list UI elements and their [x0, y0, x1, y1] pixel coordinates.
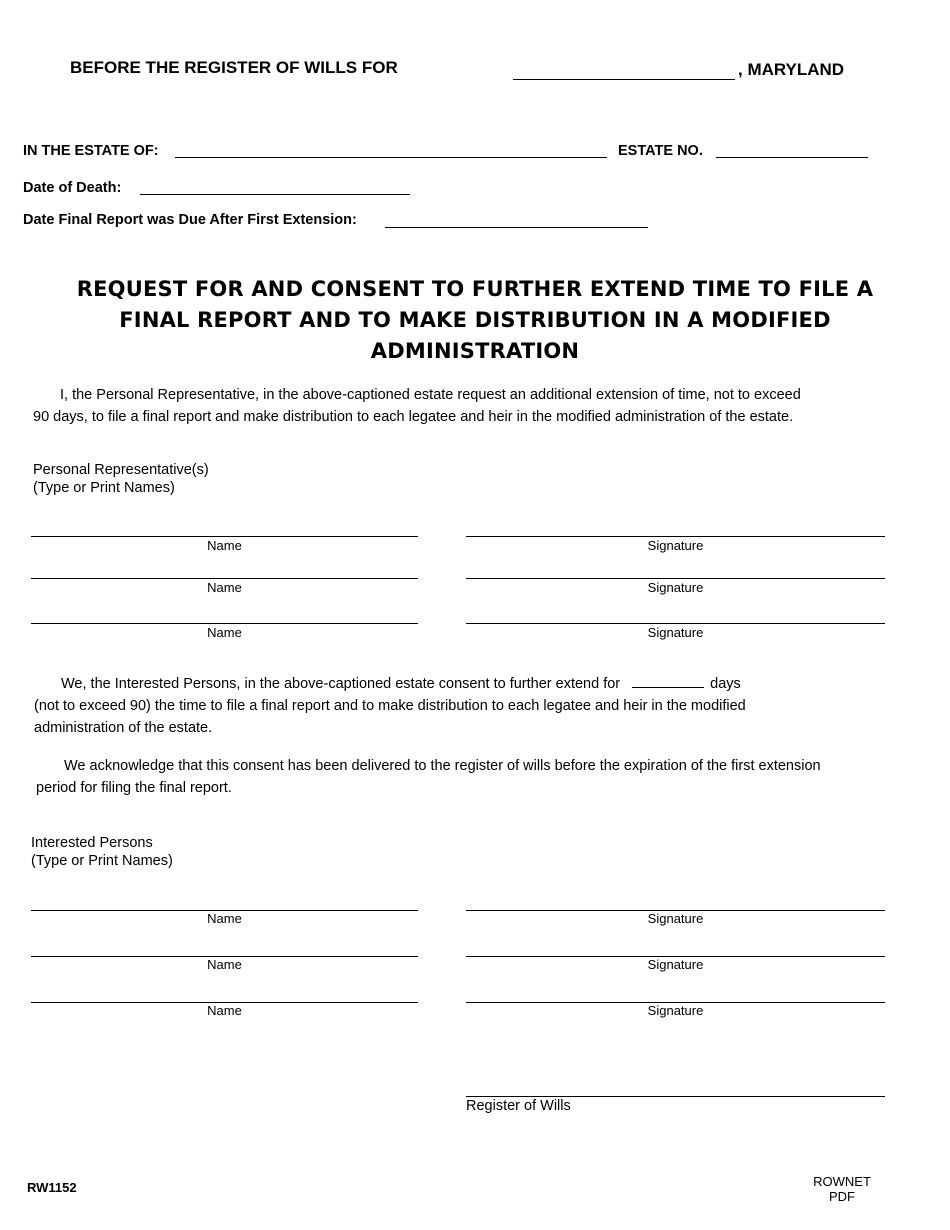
signature-caption: Signature	[647, 957, 704, 972]
name-caption: Name	[207, 625, 242, 640]
register-of-wills-label: Register of Wills	[466, 1098, 571, 1114]
estate-of-label: IN THE ESTATE OF:	[23, 143, 159, 159]
pr-name-field[interactable]	[31, 623, 418, 624]
date-of-death-field[interactable]	[140, 194, 410, 195]
ip-heading-2: (Type or Print Names)	[31, 853, 173, 869]
title-line-2: FINAL REPORT AND TO MAKE DISTRIBUTION IN A MODIFIED	[119, 308, 831, 332]
pdf-label: PDF	[829, 1189, 855, 1204]
estate-no-field[interactable]	[716, 157, 868, 158]
pr-heading	[33, 461, 209, 497]
ip-heading-1: Interested Persons	[31, 835, 153, 851]
pr-name-field[interactable]	[31, 536, 418, 537]
signature-caption: Signature	[647, 911, 704, 926]
register-heading: BEFORE THE REGISTER OF WILLS FOR	[70, 58, 398, 77]
signature-caption: Signature	[647, 1003, 704, 1018]
estate-of-field[interactable]	[175, 157, 607, 158]
consent-text: We, the Interested Persons, in the above-captioned estate consent to further extend for	[61, 676, 621, 692]
request-line-2: 90 days, to file a final report and make distribution to each legatee and heir in the modified administration of the estate.	[33, 409, 794, 425]
title-line-3: ADMINISTRATION	[370, 339, 580, 363]
name-caption: Name	[207, 1003, 242, 1018]
date-of-death-label: Date of Death:	[23, 180, 122, 196]
signature-caption: Signature	[647, 625, 704, 640]
signature-caption: Signature	[647, 580, 704, 595]
signature-caption: Signature	[647, 538, 704, 553]
pr-signature-field[interactable]	[466, 578, 885, 579]
pr-heading-1: Personal Representative(s)	[33, 462, 209, 478]
final-report-due-field[interactable]	[385, 227, 648, 228]
consent-paragraph	[34, 673, 746, 739]
pr-signature-field[interactable]	[466, 536, 885, 537]
pr-signature-field[interactable]	[466, 623, 885, 624]
rownet-label: ROWNET	[813, 1174, 871, 1189]
name-caption: Name	[207, 538, 242, 553]
consent-line-1	[34, 673, 746, 695]
request-line-1: I, the Personal Representative, in the above-captioned estate request an additional extension of time, not to exceed	[60, 387, 801, 403]
form-id: RW1152	[27, 1180, 77, 1195]
name-caption: Name	[207, 580, 242, 595]
footer-source	[800, 1174, 884, 1204]
acknowledge-line-2: period for filing the final report.	[36, 780, 232, 796]
consent-line-2: (not to exceed 90) the time to file a final report and to make distribution to each legatee and heir in the modified	[34, 698, 746, 714]
final-report-due-label: Date Final Report was Due After First Extension:	[23, 212, 357, 228]
acknowledge-paragraph	[36, 755, 821, 799]
consent-line-3: administration of the estate.	[34, 720, 213, 736]
title-line-1: REQUEST FOR AND CONSENT TO FURTHER EXTEND TIME TO FILE A	[76, 277, 874, 301]
acknowledge-line-1: We acknowledge that this consent has been delivered to the register of wills before the expiration of the first extension	[64, 758, 821, 774]
pr-name-field[interactable]	[31, 578, 418, 579]
days-label: days	[710, 676, 741, 692]
county-field[interactable]	[513, 79, 735, 80]
request-paragraph	[33, 384, 801, 428]
name-caption: Name	[207, 957, 242, 972]
pr-heading-2: (Type or Print Names)	[33, 480, 175, 496]
name-caption: Name	[207, 911, 242, 926]
ip-heading	[31, 834, 173, 870]
state-label: , MARYLAND	[738, 60, 845, 79]
days-field[interactable]	[632, 673, 704, 688]
estate-no-label: ESTATE NO.	[618, 143, 703, 159]
form-title	[40, 274, 910, 367]
